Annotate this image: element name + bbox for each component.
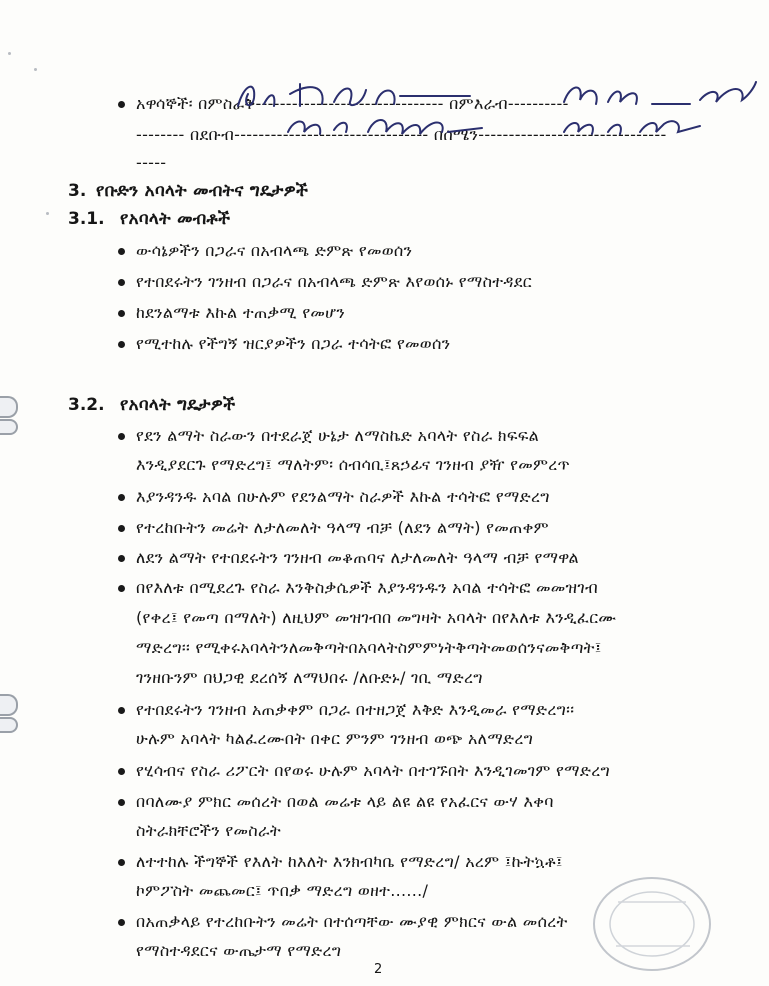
list-item-line: በባለሙያ ምክር መሰረት በወል መሬቱ ላይ ልዩ ልዩ የአፈርና ውሃ እቀባ [136,792,554,811]
boundary-dashes: --------- [513,94,569,113]
boundary-dashes: ------------------------------ [261,94,444,113]
punch-hole [0,419,18,435]
bullet-icon [118,799,125,806]
list-item: የተበደሩትን ገንዘብ በጋራና በአብላጫ ድምጽ እየወሰኑ የማስተዳደር [136,272,532,291]
list-item-line: ስትራክቸሮችን የመስራት [136,821,281,840]
bullet-icon [118,310,125,317]
list-item: የተረከቡትን መሬት ለታለመለት ዓላማ ብቻ (ለደን ልማት) የመጠቀም [136,518,549,537]
subsection-number: 3.1. [68,209,105,229]
punch-hole [0,694,18,716]
list-item: የሂሳብና የስራ ሪፖርት በየወሩ ሁሉም አባላት በተገኙበት እንዲገመገም የማድረግ [136,761,611,780]
list-item: እያንዳንዱ አባል በሁሉም የደንልማት ስራዎች እኩል ተሳትፎ የማድረግ [136,487,550,506]
bullet-icon [118,341,125,348]
list-item-line: ለተተከሉ ችግኞች የእለት ከእለት እንክብካቤ የማድረግ/ አረም ፤ኩትኳቶ፤ [136,852,563,871]
boundary-dashes: ------------------------------ [484,125,667,144]
list-item: ለደን ልማት የተበደሩትን ገንዘብ መቆጠባና ለታለመለት ዓላማ ብቻ የማዋል [136,548,579,567]
boundary-dashes: ------------------------------- [240,125,429,144]
bullet-icon [118,101,125,108]
boundary-west-label: በምእራብ- [449,94,514,113]
list-item-line: ማድረግ፡፡ የሚቀሩአባላትንለመቅጣትበአባላትስምምነትቅጣትመወሰንናመቅጣት፤ [136,638,602,657]
official-stamp [586,862,718,972]
bullet-icon [118,555,125,562]
subsection-title: የአባላት መብቶች [120,209,231,229]
list-item-line [136,425,708,447]
bullet-icon [118,525,125,532]
bullet-icon [118,919,125,926]
scan-speck [46,212,49,215]
boundary-line-2 [136,124,667,146]
list-item-line: የማስተዳደርና ውጤታማ የማድረግ [136,941,342,960]
list-item-line: (የቀረ፤ የመጣ በማለት) ለዚህም መዝገብበ መግዛት አባላት በየእለቱ እንዲፈርሙ [136,608,617,627]
subsection-number: 3.2. [68,395,105,415]
boundary-south-label: -------- በደቡብ- [136,125,241,144]
handwritten-west-signature [560,78,760,112]
bullet-icon [118,859,125,866]
subsection-title: የአባላት ግዴታዎች [120,395,236,415]
boundary-line-3 [136,152,166,174]
list-item: ውሳኔዎችን በጋራና በአብላጫ ድምጽ የመወሰን [136,241,413,260]
bullet-icon [118,707,125,714]
boundary-line-1 [136,93,569,115]
bullet-icon [118,279,125,286]
bullet-icon [118,494,125,501]
list-item: ከደንልማቱ እኩል ተጠቃሚ የመሆን [136,303,346,322]
list-item: የሚተከሉ የችግኝ ዝርያዎችን በጋራ ተሳትፎ የመወሰን [136,334,451,353]
list-item-line: ኮምፖስት መጨመር፤ ጥበቃ ማድረግ ወዘተ....../ [136,881,429,900]
list-item-line: ገንዘቡንም በህጋዊ ደረሰኝ ለማህበሩ /ለቡድኑ/ ገቢ ማድረግ [136,668,483,687]
bullet-icon [118,433,125,440]
boundary-east-label: አዋሳኞች፡ በምስራቅ- [136,94,262,113]
bullet-icon [118,585,125,592]
punch-hole [0,396,18,418]
list-item-line: ሁሉም አባላት ካልፈረሙበት በቀር ምንም ገንዘብ ወጭ አለማድረግ [136,729,534,748]
bullet-icon [118,248,125,255]
list-item-line: የተበደሩትን ገንዘብ አጠቃቀም በጋራ በተዘጋጀ እቅድ እንዲመራ የማድረግ፡፡ [136,700,575,719]
scan-speck [8,52,11,55]
list-item-line: እንዲያደርጉ የማድረግ፤ ማለትም፡ ሰብሳቢ፤ጸኃፊና ገንዘብ ያዥ የመምረጥ [136,455,570,474]
punch-hole [0,717,18,733]
list-item-line: በአጠቃላይ የተረከቡትን መሬት በተሰጣቸው ሙያዊ ምክርና ውል መሰረት [136,912,568,931]
boundary-north-label: በሰሜን- [433,125,485,144]
list-item-line: በየእለቱ በሚደረጉ የስራ እንቅስቃሴዎች እያንዳንዱን አባል ተሳትፎ መመዝገብ [136,578,598,597]
text-run: የደን ልማት ስራውን በተደራጀ ሁኔታ ለማስኬድ አባላት የስራ ክፍፍል [136,426,540,445]
section-number: 3. [68,181,87,201]
page-number: 2 [374,962,383,977]
boundary-dashes: ----- [136,153,167,172]
scan-speck [34,68,37,71]
bullet-icon [118,768,125,775]
section-title: የቡድን አባላት መብትና ግዴታዎች [96,181,309,201]
